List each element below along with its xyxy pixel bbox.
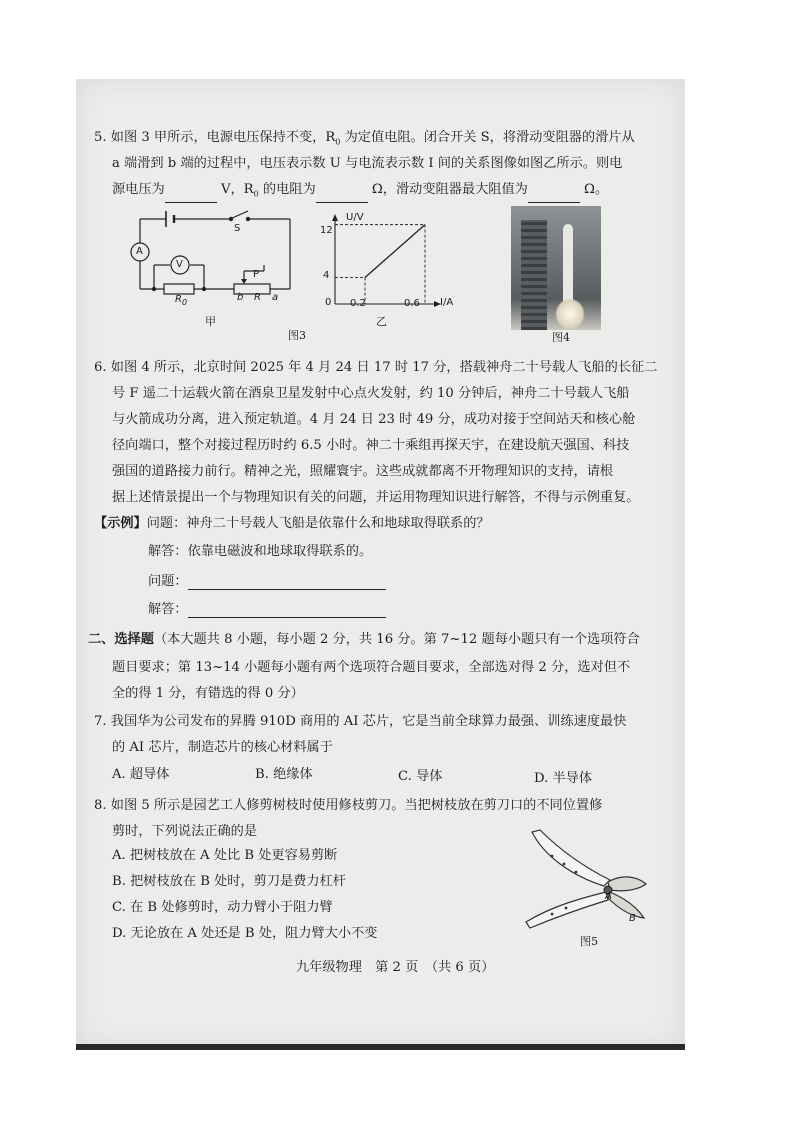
- q7-option-b[interactable]: B. 绝缘体: [255, 767, 313, 782]
- switch-label: S: [234, 223, 241, 234]
- section-2-header: 二、选择题（本大题共 8 小题，每小题 2 分，共 16 分。第 7~12 题每小题只有一个选项符合: [88, 632, 640, 647]
- q6-line-5: 强国的道路接力前行。精神之光，照耀寰宇。这些成就都离不开物理知识的支持，请根: [112, 464, 614, 479]
- q7-option-c[interactable]: C. 导体: [398, 769, 443, 784]
- q5-line-3: 源电压为 V，$R_0$ 的电阻为 Ω，滑动变阻器最大阻值为 Ω。: [112, 182, 608, 203]
- q6-line-2: 号 F 遥二十运载火箭在酒泉卫星发射中心点火发射，约 10 分钟后，神舟二十号载人飞船: [112, 386, 630, 401]
- y-axis-label: U/V: [346, 212, 364, 223]
- q6-line-3: 与火箭成功分离，进入预定轨道。4 月 24 日 23 时 49 分，成功对接于空间站天和核心舱: [112, 412, 636, 427]
- q8-line-1: 8. 如图 5 所示是园艺工人修剪树枝时使用修枝剪刀。当把树枝放在剪刀口的不同位置修: [94, 798, 603, 813]
- q6-line-1: 6. 如图 4 所示，北京时间 2025 年 4 月 24 日 17 时 17 分，搭载神舟二十号载人飞船的长征二: [94, 360, 658, 375]
- q8-option-a[interactable]: A. 把树枝放在 A 处比 B 处更容易剪断: [112, 848, 338, 863]
- origin-label: 0: [325, 297, 332, 308]
- u-i-graph: [320, 212, 460, 312]
- q6-line-6: 据上述情景提出一个与物理知识有关的问题，并运用物理知识进行解答，不得与示例重复。: [112, 490, 640, 505]
- q7-option-a[interactable]: A. 超导体: [112, 767, 170, 782]
- y-tick-12: 12: [320, 225, 333, 236]
- terminal-a-label: a: [272, 292, 279, 303]
- q7-line-1: 7. 我国华为公司发布的昇腾 910D 商用的 AI 芯片，它是当前全球算力最强、训练速度最快: [94, 714, 627, 729]
- q6-line-4: 径向端口，整个对接过程历时约 6.5 小时。神二十乘组再探天宇，在建设航天强国、科技: [112, 438, 630, 453]
- y-tick-4: 4: [323, 270, 330, 281]
- q7-option-d[interactable]: D. 半导体: [534, 771, 593, 786]
- q8-option-b[interactable]: B. 把树枝放在 B 处时，剪刀是费力杠杆: [112, 874, 346, 889]
- fig5-point-a: A: [605, 891, 612, 902]
- slider-label: P: [253, 269, 260, 280]
- circuit-caption: 甲: [205, 315, 216, 328]
- q7-line-2: 的 AI 芯片，制造芯片的核心材料属于: [112, 740, 333, 755]
- q6-answer-field[interactable]: 解答：: [148, 602, 386, 618]
- q8-option-d[interactable]: D. 无论放在 A 处还是 B 处，阻力臂大小不变: [112, 926, 378, 941]
- q6-example-answer: 解答：依靠电磁波和地球取得联系的。: [148, 544, 373, 559]
- section-2-line-2: 题目要求；第 13~14 小题每小题有两个选项符合题目要求，全部选对得 2 分，选对但不: [112, 660, 631, 675]
- q5-line-2: a 端滑到 b 端的过程中，电压表示数 U 与电流表示数 I 间的关系图像如图乙所示。则电: [112, 156, 623, 171]
- q6-example-question: 【示例】问题：神舟二十号载人飞船是依靠什么和地球取得联系的？: [94, 516, 490, 531]
- r0-label: $R_0$: [175, 294, 188, 307]
- x-axis-label: I/A: [440, 297, 454, 308]
- voltmeter-label: V: [176, 259, 183, 270]
- rocket-launch-photo: [511, 206, 601, 330]
- figure-4-caption: 图4: [552, 331, 570, 344]
- q5-line-1: 5. 如图 3 甲所示，电源电压保持不变，$R_0$ 为定值电阻。闭合开关 S，将滑动变阻器的滑片从: [94, 130, 635, 147]
- q6-question-field[interactable]: 问题：: [148, 574, 386, 590]
- x-tick-0.2: 0.2: [350, 298, 366, 309]
- ammeter-label: A: [136, 246, 143, 257]
- figure-5-caption: 图5: [580, 935, 598, 948]
- section-2-line-3: 全的得 1 分，有错选的得 0 分）: [112, 686, 304, 701]
- fig5-point-b: B: [629, 913, 636, 924]
- terminal-b-label: b: [237, 292, 244, 303]
- q8-option-c[interactable]: C. 在 B 处修剪时，动力臂小于阻力臂: [112, 900, 333, 915]
- q8-line-2: 剪时，下列说法正确的是: [112, 824, 258, 839]
- graph-caption: 乙: [376, 315, 387, 328]
- pruning-shears-figure: [512, 826, 662, 930]
- scan-shadow-band: [76, 1044, 685, 1050]
- x-tick-0.6: 0.6: [404, 298, 420, 309]
- r-label: R: [254, 292, 261, 303]
- page-footer: 九年级物理 第 2 页 （共 6 页）: [296, 960, 495, 975]
- figure-3-caption: 图3: [288, 329, 306, 342]
- u-i-line: [365, 225, 425, 278]
